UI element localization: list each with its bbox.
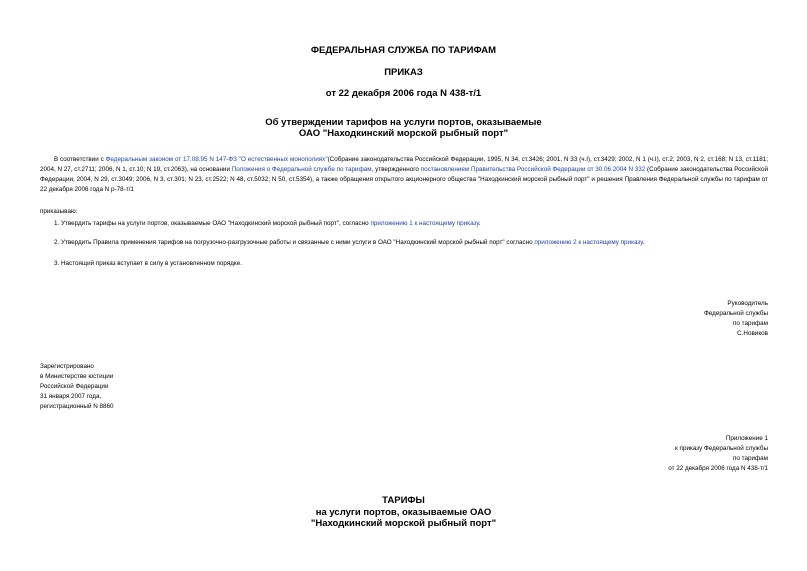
order-item-text: 2. Утвердить Правила применения тарифов на погрузочно-разгрузочные работы и связанные с ними услуги в ОАО "Находкинский морской рыбный порт" согласно (54, 239, 535, 246)
government-decree-link[interactable]: постановлением Правительства Российской Федерации от 30.06.2004 N 332 (420, 166, 646, 173)
tariffs-subtitle-line2: "Находкинский морской рыбный порт" (310, 518, 497, 529)
appendix-line: от 22 декабря 2006 года N 438-т/1 (668, 465, 768, 472)
registration-line: Зарегистрировано (40, 363, 94, 370)
order-item-2 (54, 238, 774, 248)
order-item-1 (54, 219, 774, 229)
appendix-2-link[interactable]: приложению 2 к настоящему приказу (534, 239, 643, 246)
appendix-line: по тарифам (732, 455, 768, 462)
regulation-link[interactable]: Положения о Федеральной службе по тарифам (231, 166, 372, 173)
tariffs-subtitle-line1: на услуги портов, оказываемые ОАО (315, 507, 492, 518)
appendix-header-block (560, 434, 768, 474)
signature-line: Руководитель (727, 300, 768, 307)
registration-line: Российской Федерации (40, 383, 109, 390)
order-item-end: . (642, 239, 645, 246)
registration-line: 31 января 2007 года, (40, 393, 102, 400)
preamble-text-3: , утвержденного (371, 166, 421, 173)
doc-title-line1: Об утверждении тарифов на услуги портов, оказываемые (265, 117, 542, 128)
federal-law-link[interactable]: Федеральным законом от 17.08.95 N 147-ФЗ "О естественных монополиях" (105, 156, 328, 163)
order-item-text: 3. Настоящий приказ вступает в силу в установленном порядке. (54, 260, 243, 267)
preamble-text-2: (Собрание законодательства Российской Федерации, 1995, N 34, ст.3426; 2001, N 33 (ч.I), ст.3429; 2002, N 1 (ч.I), ст.2; 2003, N 2, ст.168; N 13, ст.1181; 2004, N 27, ст.2711; 2006, N 1, ст.10; N 19, ст.2063), на основании (40, 156, 769, 173)
registration-block (40, 362, 300, 412)
signature-line: Федеральной службы (704, 310, 768, 317)
preamble-paragraph (40, 155, 768, 195)
appendix-1-link[interactable]: приложению 1 к настоящему приказу (370, 220, 479, 227)
signature-block (560, 299, 768, 339)
orders-label: приказываю: (40, 208, 78, 215)
order-item-3 (54, 259, 774, 269)
signature-name: С.Новиков (737, 330, 768, 337)
doc-title-line2: ОАО "Находкинский морской рыбный порт" (298, 128, 509, 139)
signature-line: по тарифам (732, 320, 768, 327)
registration-line: регистрационный N 8860 (40, 403, 114, 410)
agency-title: ФЕДЕРАЛЬНАЯ СЛУЖБА ПО ТАРИФАМ (310, 45, 497, 56)
preamble-text-4: (Собрание законодательства Российской Федерации, 2004, N 29, ст.3049; 2006, N 3, ст.301; N 23, ст.2522; N 48, ст.5032; N 50, ст.5354), а также обращения открытого акционерного общества "Находкинский морской рыбный порт" и решения Правления Федеральной службы по тарифам от 22 декабря 2006 года N р-78-т/1 (40, 166, 769, 193)
order-item-end: . (478, 220, 481, 227)
order-item-text: 1. Утвердить тарифы на услуги портов, оказываемые ОАО "Находкинский морской рыбный порт", согласно (54, 220, 371, 227)
preamble-text-1: В соответствии с (54, 156, 106, 163)
doc-date-number: от 22 декабря 2006 года N 438-т/1 (325, 88, 482, 99)
appendix-line: Приложение 1 (725, 435, 768, 442)
registration-line: в Министерстве юстиции (40, 373, 114, 380)
appendix-line: к приказу Федеральной службы (675, 445, 768, 452)
doc-type: ПРИКАЗ (384, 67, 423, 78)
tariffs-title: ТАРИФЫ (382, 495, 425, 506)
